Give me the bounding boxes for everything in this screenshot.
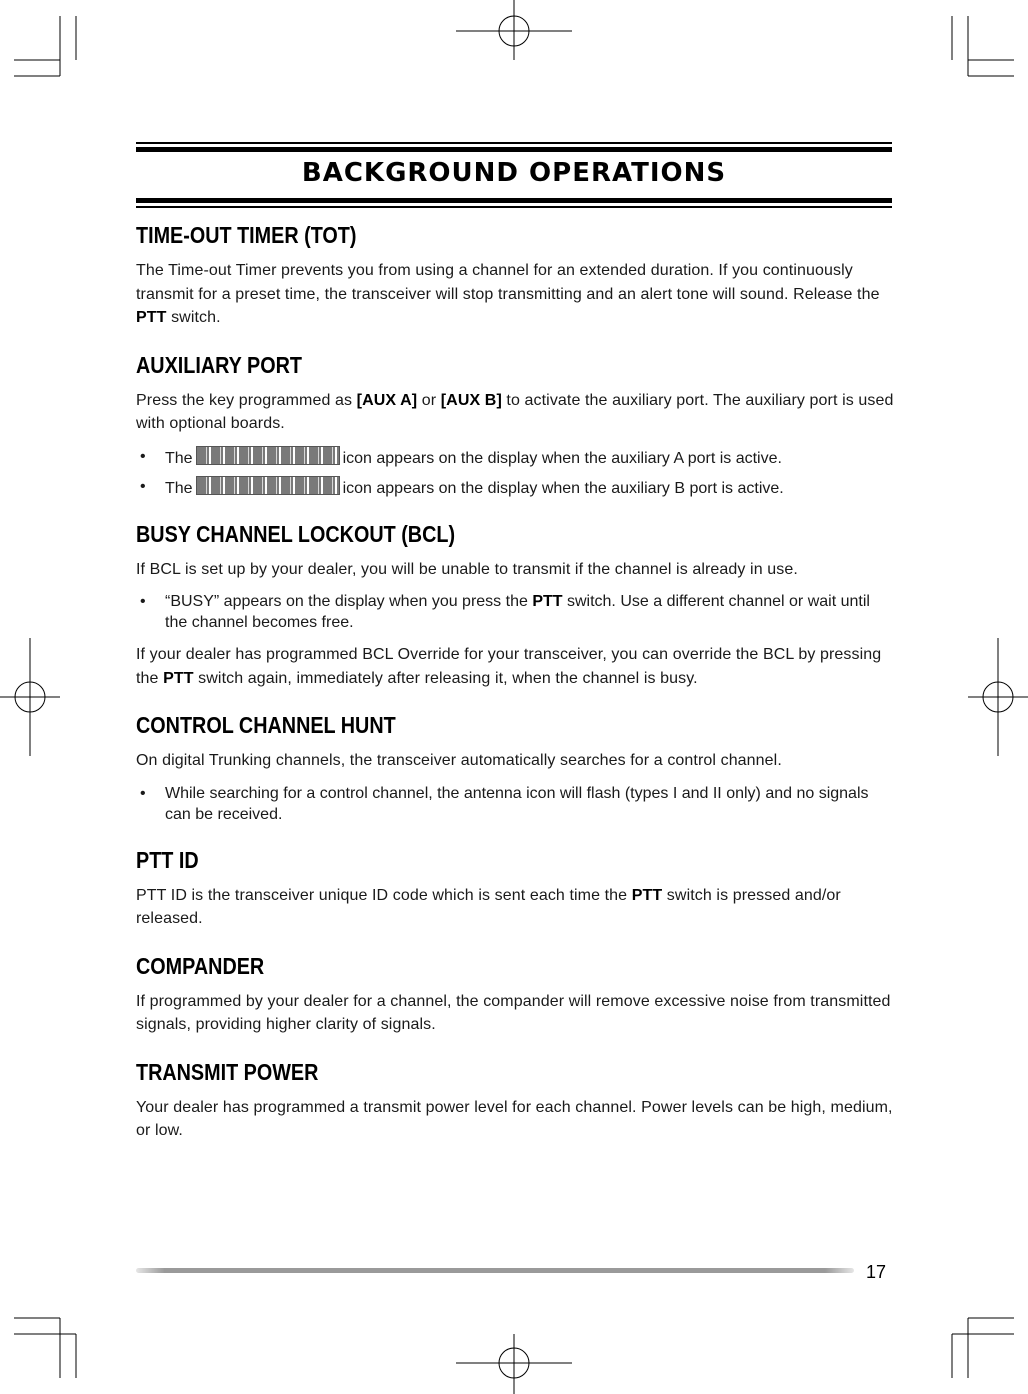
list-item: • While searching for a control channel, the antenna icon will flash (types I and II only) and no signals can be received.	[140, 784, 869, 823]
paragraph: Press the key programmed as [AUX A] or [AUX B] to activate the auxiliary port. The auxiliary port is used with optional boards.	[136, 391, 894, 432]
paragraph: If BCL is set up by your dealer, you will be unable to transmit if the channel is already in use.	[136, 560, 798, 578]
section-tot	[136, 222, 896, 330]
paragraph: If programmed by your dealer for a channel, the compander will remove excessive noise from transmitted signals, providing higher clarity of signals.	[136, 992, 891, 1033]
paragraph: On digital Trunking channels, the transceiver automatically searches for a control channel.	[136, 752, 782, 769]
paragraph: If your dealer has programmed BCL Override for your transceiver, you can override the BCL by pressing the PTT switch again, immediately after releasing it, when the channel is busy.	[136, 646, 882, 687]
section-ptt-id	[136, 847, 896, 931]
section-aux	[136, 352, 896, 499]
bullet-icon: •	[140, 784, 146, 802]
title-rule-top-thick	[136, 147, 892, 152]
bullet-list	[136, 446, 896, 499]
title-rule-bottom-thick	[136, 198, 892, 203]
bullet-list	[136, 591, 896, 633]
bullet-list	[136, 783, 896, 825]
paragraph: Your dealer has programmed a transmit power level for each channel. Power levels can be high, medium, or low.	[136, 1098, 893, 1139]
paragraph: PTT ID is the transceiver unique ID code which is sent each time the PTT switch is pressed and/or released.	[136, 886, 841, 927]
page-content	[136, 222, 896, 1165]
page-number: 17	[866, 1262, 887, 1282]
aux-b-lcd-icon	[196, 476, 340, 495]
section-control-channel-hunt	[136, 712, 896, 825]
section-bcl	[136, 521, 896, 691]
aux-a-lcd-icon	[196, 446, 340, 465]
section-heading: PTT ID	[136, 846, 199, 873]
bullet-icon: •	[140, 477, 146, 495]
section-heading: BUSY CHANNEL LOCKOUT (BCL)	[136, 520, 456, 547]
title-rule-bottom-thin	[136, 206, 892, 208]
section-heading: COMPANDER	[136, 952, 265, 979]
title-rule-top-thin	[136, 142, 892, 144]
page-title: BACKGROUND OPERATIONS	[301, 158, 727, 188]
section-heading: CONTROL CHANNEL HUNT	[136, 712, 396, 738]
section-compander	[136, 953, 896, 1037]
list-item: • The icon appears on the display when the auxiliary B port is active.	[140, 477, 784, 497]
bullet-icon: •	[140, 447, 146, 465]
section-heading: TIME-OUT TIMER (TOT)	[136, 222, 357, 248]
paragraph: The Time-out Timer prevents you from using a channel for an extended duration. If you continuously transmit for a preset time, the transceiver will stop transmitting and an alert tone will sound. Release the PTT switch.	[136, 262, 880, 326]
bullet-icon: •	[140, 593, 146, 610]
list-item: • “BUSY” appears on the display when you press the PTT switch. Use a different channel or wait until the channel becomes free.	[140, 593, 870, 631]
list-item: • The icon appears on the display when the auxiliary A port is active.	[140, 447, 782, 467]
section-heading: TRANSMIT POWER	[136, 1058, 319, 1085]
section-heading: AUXILIARY PORT	[136, 351, 302, 378]
section-transmit-power	[136, 1059, 896, 1143]
footer-rule	[136, 1268, 854, 1273]
